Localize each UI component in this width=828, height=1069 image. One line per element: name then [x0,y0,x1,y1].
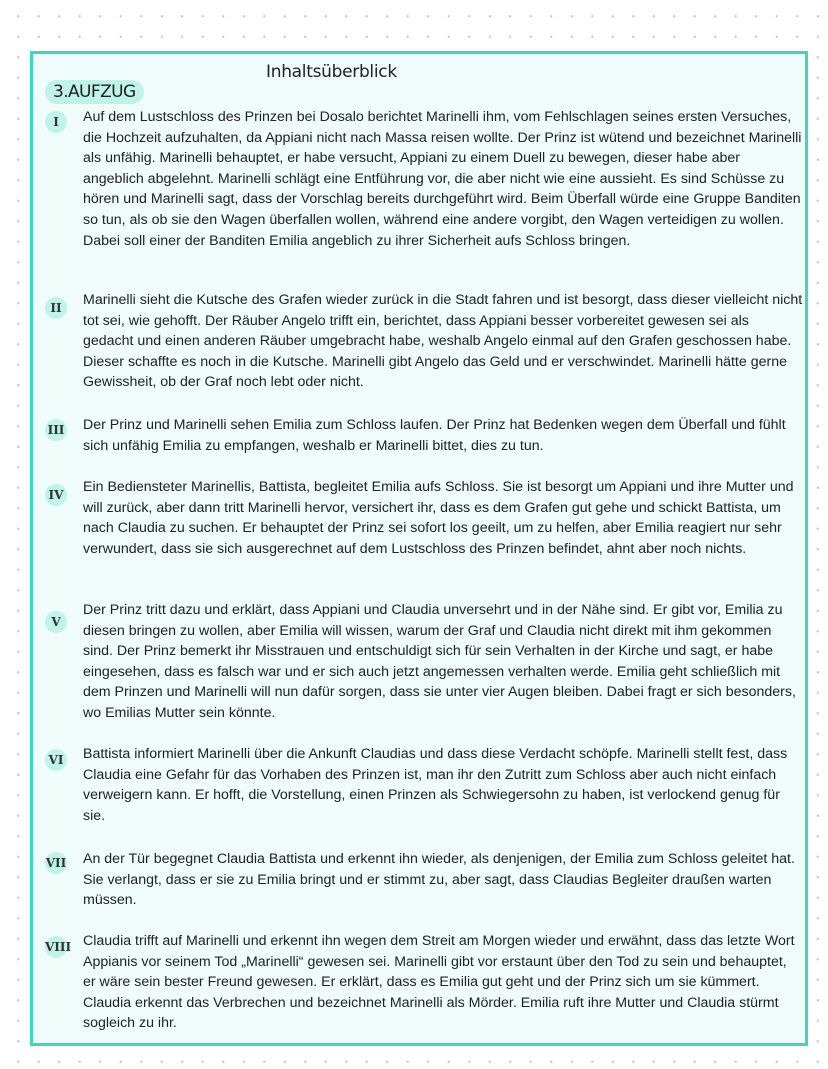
page-title: Inhaltsüberblick [266,62,397,82]
summary-card [30,51,808,1046]
scene-4-number: IV [45,484,67,506]
scene-3-number: III [45,419,67,441]
scene-8-text: Claudia trifft auf Marinelli und erkennt ihn wegen dem Streit am Morgen wieder und erwähnt, dass das letzte Wort Appianis vor seinem Tod „Marinelli“ gewesen sei. Marinelli gibt vor erstaunt über den Tod zu sein und behauptet, er wäre sein bester Freund gewesen. Er erklärt, dass es Emilia gut geht und der Prinz sich um sie kümmert. Claudia erkennt das Verbrechen und bezeichnet Marinelli als Mörder. Emilia ruft ihre Mutter und Claudia stürmt sogleich zu ihr. [83,933,795,1032]
act-label: 3.AUFZUG [45,80,144,104]
scene-8-number: VIII [45,936,67,958]
scene-6-text: Battista informiert Marinelli über die Ankunft Claudias und dass diese Verdacht schöpfe. Marinelli stellt fest, dass Claudia eine Gefahr für das Vorhaben des Prinzen ist, man ihr den Zutritt zum Schloss aber auch nicht einfach verweigern kann. Er hofft, die Vorstellung, einen Prinzen als Schwiegersohn zu haben, ist verlockend genug für sie. [83,746,788,824]
scene-7-text: An der Tür begegnet Claudia Battista und erkennt ihn wieder, als denjenigen, der Emilia zum Schloss geleitet hat. Sie verlangt, dass er sie zu Emilia bringt und er stimmt zu, aber sagt, dass Claudias Begleiter draußen warten müssen. [83,851,795,909]
scene-3-text: Der Prinz und Marinelli sehen Emilia zum Schloss laufen. Der Prinz hat Bedenken wegen dem Überfall und fühlt sich unfähig Emilia zu empfangen, weshalb er Marinelli bittet, dies zu tun. [83,417,786,454]
scene-7-number: VII [45,852,67,874]
scene-5-number: V [45,611,67,633]
scene-5-text: Der Prinz tritt dazu und erklärt, dass Appiani und Claudia unversehrt und in der Nähe sind. Er gibt vor, Emilia zu diesen bringen zu wollen, aber Emilia will wissen, warum der Graf und Claudia nicht direkt mit ihm gekommen sind. Der Prinz bemerkt ihr Misstrauen und entschuldigt sich für sein Verhalten in der Kirche und sagt, er habe eingesehen, dass es falsch war und er sich auch jetzt angemessen verhalten werde. Emilia geht schließlich mit dem Prinzen und Marinelli will nun dafür sorgen, dass sie unter vier Augen bleiben. Dabei fragt er sich besonders, wo Emilias Mutter sein könnte. [83,602,796,721]
scene-6-number: VI [45,749,67,771]
scene-2-number: II [45,297,67,319]
scene-2-text: Marinelli sieht die Kutsche des Grafen wieder zurück in die Stadt fahren und ist besorgt, dass dieser vielleicht nicht tot sei, wie gehofft. Der Räuber Angelo trifft ein, berichtet, dass Appiani besser vorbereitet gewesen sei als gedacht und einen anderen Räuber umgebracht habe, weshalb Angelo einmal auf den Grafen geschossen habe. Dieser schaffte es noch in die Kutsche. Marinelli gibt Angelo das Geld und er verschwindet. Marinelli hätte gerne Gewissheit, ob der Graf noch lebt oder nicht. [83,292,803,391]
scene-1-number: I [45,111,67,133]
scene-4-text: Ein Bediensteter Marinellis, Battista, begleitet Emilia aufs Schloss. Sie ist besorgt um Appiani und ihre Mutter und will zurück, aber dann tritt Marinelli hervor, versichert ihr, dass es dem Grafen gut gehe und schickt Battista, um nach Claudia zu suchen. Er behauptet der Prinz sei sofort los geeilt, um zu helfen, aber Emilia reagiert nur sehr verwundert, dass sie sich ausgerechnet auf dem Lustschloss des Prinzen befindet, ahnt aber noch nichts. [83,479,794,557]
scene-1-text: Auf dem Lustschloss des Prinzen bei Dosalo berichtet Marinelli ihm, vom Fehlschlagen seines ersten Versuches, die Hochzeit aufzuhalten, da Appiani nicht nach Massa reisen wollte. Der Prinz ist wütend und bezeichnet Marinelli als unfähig. Marinelli behauptet, er habe versucht, Appiani zu einem Duell zu bewegen, dieser habe aber angeblich abgelehnt. Marinelli schlägt eine Entführung vor, die aber nicht wie eine aussieht. Es sind Schüsse zu hören und Marinelli sagt, dass der Vorschlag bereits durchgeführt wird. Beim Überfall würde eine Gruppe Banditen so tun, als ob sie den Wagen überfallen wollen, während eine andere vorgibt, den Wagen verteidigen zu wollen. Dabei soll einer der Banditen Emilia angeblich zu ihrer Sicherheit aufs Schloss bringen. [83,109,802,249]
